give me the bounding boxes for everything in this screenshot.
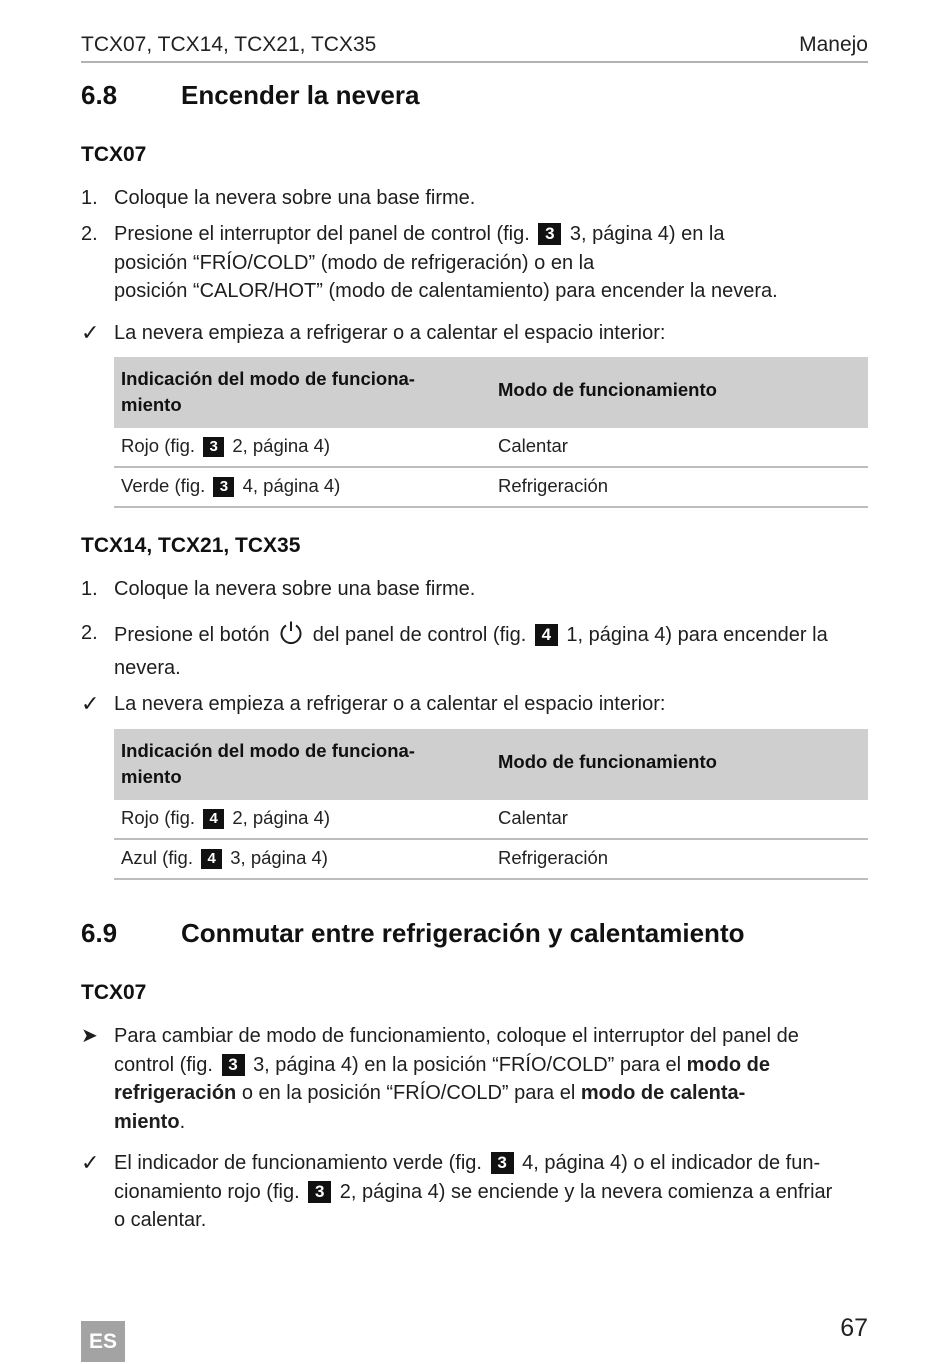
bold-text: modo de (686, 1053, 770, 1076)
step-text: Coloque la nevera sobre una base firme. (114, 578, 476, 600)
table-row (114, 800, 868, 840)
text-span: 3, página 4) (230, 847, 328, 868)
subheading-tcx07: TCX07 (81, 143, 147, 166)
text-span: 3, página 4) en la (569, 223, 725, 245)
running-header (81, 31, 868, 63)
language-badge: ES (81, 1321, 125, 1362)
text-span: 4, página 4) o el indicador de fun- (522, 1152, 821, 1174)
text-span: 1, página 4) para encender la (566, 624, 828, 646)
text-span: 4, página 4) (242, 475, 341, 496)
text-span: El indicador de funcionamiento verde (fig. (114, 1152, 482, 1174)
table-cell (121, 435, 330, 457)
table-cell: Refrigeración (498, 847, 609, 868)
text-span: Rojo (fig. (121, 807, 196, 828)
action-text (114, 1022, 868, 1136)
text-span: o en la posición “FRÍO/COLD” para el (241, 1082, 576, 1104)
figure-ref: 3 (222, 1054, 245, 1076)
result-text: La nevera empieza a refrigerar o a calentar el espacio interior: (114, 322, 666, 344)
section-title-text: Encender la nevera (181, 80, 420, 110)
column-header-mode: Modo de funcionamiento (498, 379, 717, 400)
section-number: 6.9 (81, 918, 118, 948)
table-row (114, 428, 868, 468)
figure-ref: 3 (213, 477, 234, 497)
section-number: 6.8 (81, 80, 118, 110)
figure-ref: 4 (535, 624, 558, 646)
column-header-mode: Modo de funcionamiento (498, 751, 717, 772)
arrow-icon: ➤ (81, 1025, 98, 1047)
bold-text: modo de calenta- (580, 1082, 746, 1104)
text-span: Verde (fig. (121, 475, 206, 496)
text-span: 2, página 4) (232, 435, 331, 456)
figure-ref: 4 (201, 849, 222, 869)
figure-ref: 3 (538, 223, 561, 245)
step-text (114, 220, 868, 306)
table-cell: Calentar (498, 807, 568, 828)
text-span: 3, página 4) en la posición “FRÍO/COLD” para el (253, 1053, 682, 1076)
text-span: Indicación del modo de funciona- (121, 740, 415, 761)
subheading-tcx14-tcx21-tcx35: TCX14, TCX21, TCX35 (81, 534, 301, 557)
table-header (114, 729, 868, 800)
text-span: control (fig. (114, 1053, 213, 1076)
step-text: Coloque la nevera sobre una base firme. (114, 187, 476, 209)
indicator-table-tcx07 (114, 357, 868, 508)
table-cell (121, 807, 330, 829)
step-number: 2. (81, 622, 98, 644)
figure-ref: 3 (203, 437, 224, 457)
result-text: La nevera empieza a refrigerar o a calentar el espacio interior: (114, 693, 666, 715)
power-icon (278, 619, 304, 654)
subheading-tcx07: TCX07 (81, 981, 147, 1004)
text-span: posición “FRÍO/COLD” (modo de refrigeración) o en la (114, 251, 595, 274)
step-number: 1. (81, 187, 98, 209)
bold-text: miento (114, 1110, 180, 1133)
text-span: posición “CALOR/HOT” (modo de calentamiento) para encender la nevera. (114, 280, 778, 302)
table-row (114, 840, 868, 880)
text-span: Azul (fig. (121, 847, 193, 868)
result-text (114, 1149, 868, 1235)
table-cell: Calentar (498, 435, 568, 456)
figure-ref: 3 (491, 1152, 514, 1174)
table-cell (121, 847, 328, 869)
text-span: 2, página 4) se enciende y la nevera comienza a enfriar (339, 1180, 833, 1203)
text-span: Para cambiar de modo de funcionamiento, coloque el interruptor del panel de (114, 1025, 799, 1047)
figure-ref: 4 (203, 809, 224, 829)
table-header (114, 357, 868, 428)
section-title-text: Conmutar entre refrigeración y calentamiento (181, 918, 745, 948)
page-number: 67 (840, 1314, 868, 1342)
text-span: o calentar. (114, 1209, 207, 1231)
text-span: miento (121, 766, 182, 787)
text-span: Presione el botón (114, 624, 270, 646)
table-row (114, 468, 868, 508)
check-icon: ✓ (81, 320, 100, 345)
check-icon: ✓ (81, 691, 100, 716)
table-cell (121, 475, 340, 497)
check-icon: ✓ (81, 1150, 100, 1175)
column-header-indication (121, 366, 461, 418)
text-span: miento (121, 394, 182, 415)
step-number: 2. (81, 223, 98, 245)
text-span: 2, página 4) (232, 807, 331, 828)
step-number: 1. (81, 578, 98, 600)
header-section: Manejo (799, 33, 868, 56)
step-text (114, 619, 868, 682)
figure-ref: 3 (308, 1181, 331, 1203)
section-6-9-title (81, 918, 744, 949)
section-6-8-title (81, 80, 419, 111)
text-span: nevera. (114, 656, 181, 679)
text-span: Rojo (fig. (121, 435, 196, 456)
bold-text: refrigeración (114, 1082, 237, 1104)
column-header-indication (121, 738, 461, 790)
manual-page (81, 0, 868, 1364)
text-span: cionamiento rojo (fig. (114, 1180, 300, 1203)
text-span: . (179, 1110, 186, 1133)
table-cell: Refrigeración (498, 475, 609, 496)
text-span: Indicación del modo de funciona- (121, 368, 415, 389)
header-models: TCX07, TCX14, TCX21, TCX35 (81, 33, 377, 56)
text-span: del panel de control (fig. (312, 624, 527, 646)
indicator-table-tcx14 (114, 729, 868, 880)
text-span: Presione el interruptor del panel de control (fig. (114, 223, 530, 245)
